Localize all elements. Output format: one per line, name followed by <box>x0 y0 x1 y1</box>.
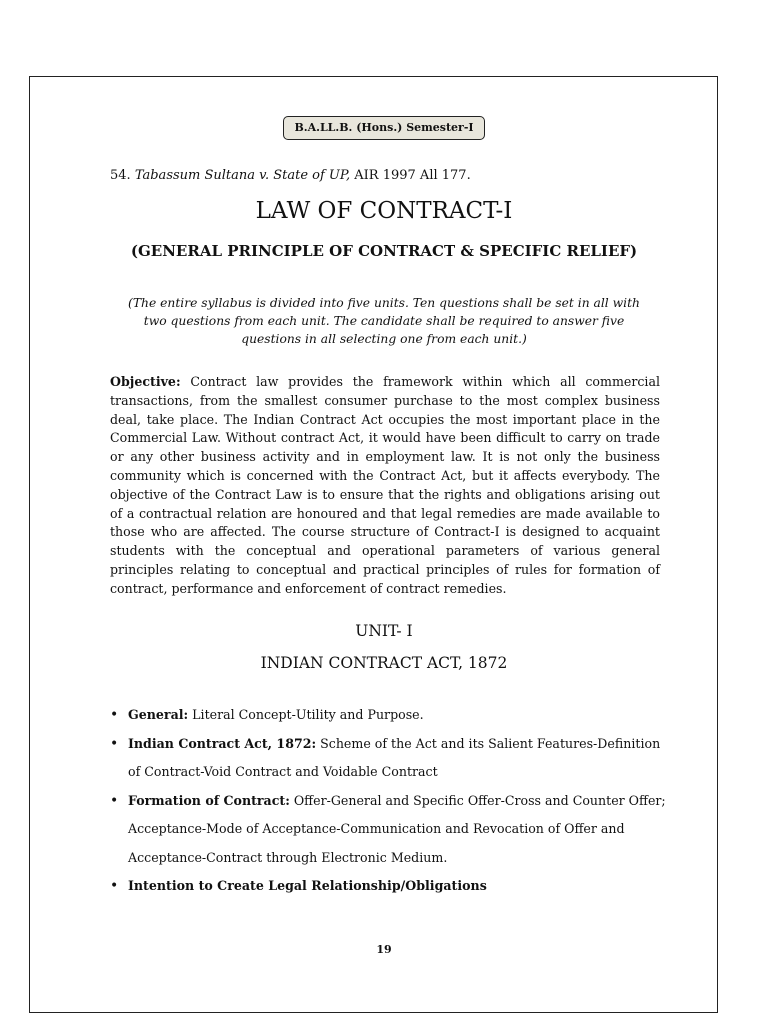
objective-paragraph <box>110 373 660 599</box>
objective-label: Objective: <box>110 374 181 389</box>
list-item <box>110 872 670 901</box>
citation-reference: AIR 1997 All 177. <box>354 168 471 183</box>
list-item-label: Intention to Create Legal Relationship/Obligations <box>128 878 487 893</box>
act-heading: INDIAN CONTRACT ACT, 1872 <box>260 654 508 672</box>
list-item-label: Formation of Contract: <box>128 792 290 808</box>
objective-text: Contract law provides the framework within which all commercial transactions, from the smallest consumer purchase to the most complex business deal, take place. The Indian Contract Act occupies the most important place in the Commercial Law. Without contract Act, it would have been difficult to carry on trade or any other business activity and in employment law. It is not only the business community which is concerned with the Contract Act, but it affects everybody. The objective of the Contract Law is to ensure that the rights and obligations arising out of a contractual relation are honoured and that legal remedies are made available to those who are affected. The course structure of Contract-I is designed to acquaint students with the conceptual and operational parameters of various general principles relating to conceptual and practical principles of rules for formation of contract, performance and enforcement of contract remedies. <box>110 374 660 596</box>
list-item-text: Scheme of the Act and its Salient Features-Definition of Contract-Void Contract and Voidable Contract <box>128 735 661 779</box>
page-number: 19 <box>376 943 392 956</box>
syllabus-note: (The entire syllabus is divided into five units. Ten questions shall be set in all with two questions from each unit. The candidate shall be required to answer five questions in all selecting one from each unit.) <box>128 296 640 346</box>
header-badge: B.A.LL.B. (Hons.) Semester-I <box>283 116 484 140</box>
citation-number: 54. <box>110 168 131 183</box>
list-item <box>110 730 670 787</box>
list-item-text: Offer-General and Specific Offer-Cross and Counter Offer; Acceptance-Mode of Acceptance-Communication and Revocation of Offer and Acceptance-Contract through Electronic Medium. <box>128 792 666 865</box>
list-item-label: General: <box>128 707 189 722</box>
header-badge-wrap <box>0 116 768 140</box>
page-title: LAW OF CONTRACT-I <box>255 198 513 224</box>
case-citation <box>110 168 471 183</box>
list-item-label: Indian Contract Act, 1872: <box>128 735 317 751</box>
citation-case: Tabassum Sultana v. State of UP, <box>134 168 351 183</box>
topic-list <box>110 701 670 901</box>
unit-heading: UNIT- I <box>355 622 413 640</box>
list-item-text: Literal Concept-Utility and Purpose. <box>188 707 424 722</box>
page-subtitle: (GENERAL PRINCIPLE OF CONTRACT & SPECIFIC RELIEF) <box>130 242 638 260</box>
list-item <box>110 701 670 730</box>
list-item <box>110 787 670 873</box>
